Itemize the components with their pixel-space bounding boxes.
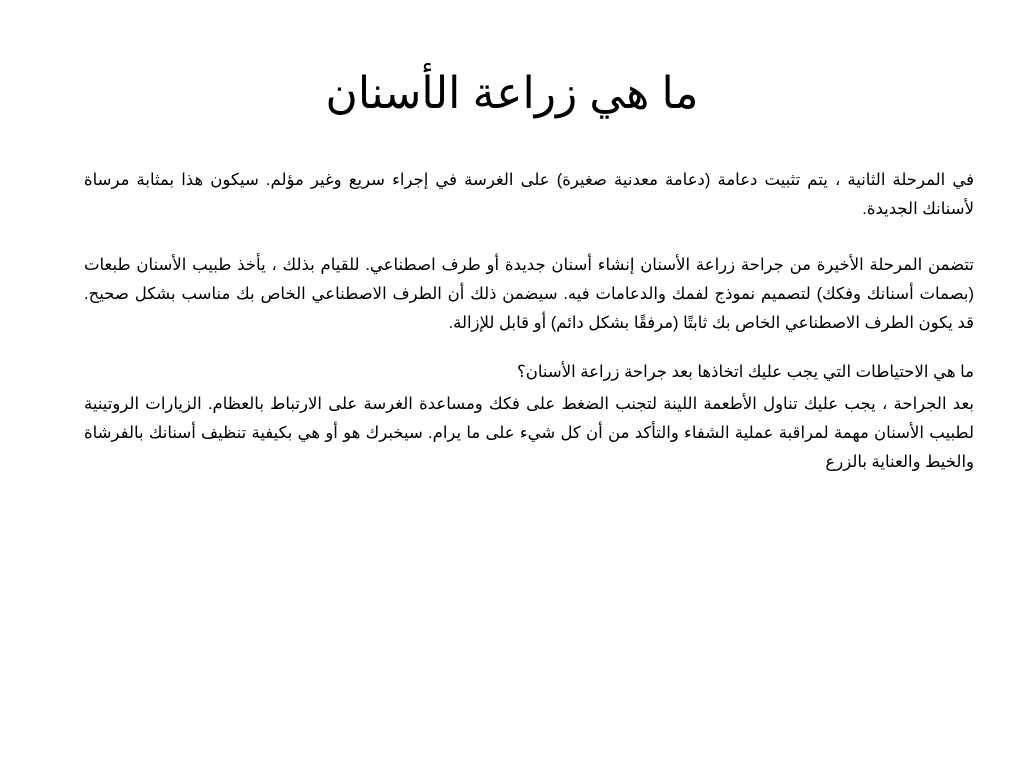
paragraph-final-stage: تتضمن المرحلة الأخيرة من جراحة زراعة الأسنان إنشاء أسنان جديدة أو طرف اصطناعي. للقيام بذلك ، يأخذ طبيب الأسنان طبعات (بصمات أسنانك وفكك) لتصميم نموذج لفمك والدعامات فيه. سيضمن ذلك أن الطرف الاصطناعي الخاص بك مناسب بشكل صحيح. قد يكون الطرف الاصطناعي الخاص بك ثابتًا (مرفقًا بشكل دائم) أو قابل للإزالة. — [84, 256, 974, 332]
spacer — [84, 224, 974, 251]
precautions-question: ما هي الاحتياطات التي يجب عليك اتخاذها بعد جراحة زراعة الأسنان؟ — [516, 363, 974, 381]
spacer — [84, 338, 974, 358]
slide-title: ما هي زراعة الأسنان — [325, 69, 699, 118]
paragraph-aftercare: بعد الجراحة ، يجب عليك تناول الأطعمة اللينة لتجنب الضغط على فكك ومساعدة الغرسة على الارتباط بالعظام. الزيارات الروتينية لطبيب الأسنان مهمة لمراقبة عملية الشفاء والتأكد من أن كل شيء على ما يرام. سيخبرك هو أو هي بكيفية تنظيف أسنانك بالفرشاة والخيط والعناية بالزرع — [84, 395, 974, 471]
slide-body — [84, 166, 974, 477]
paragraph-abutment: في المرحلة الثانية ، يتم تثبيت دعامة (دعامة معدنية صغيرة) على الغرسة في إجراء سريع وغير مؤلم. سيكون هذا بمثابة مرساة لأسنانك الجديدة. — [84, 171, 974, 218]
